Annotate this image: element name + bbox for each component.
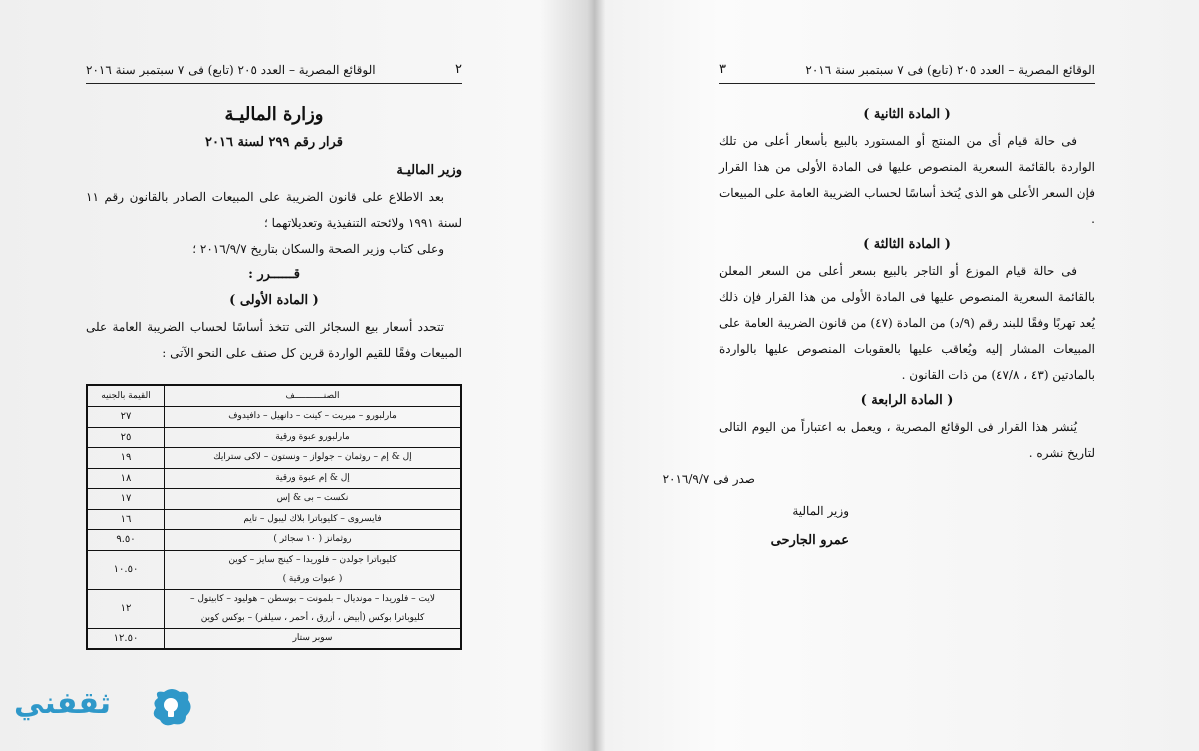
running-head <box>719 62 1095 84</box>
right-page <box>600 0 1199 751</box>
price-cell: ١٦ <box>87 509 165 530</box>
ministry-title: وزارة الماليـة <box>224 104 324 125</box>
article-1-title: ( المادة الأولى ) <box>229 293 319 308</box>
item-cell: فايسروى – كليوباترا بلاك ليبول – تايم <box>165 509 462 530</box>
table-row <box>87 550 461 589</box>
item-line: ( عبوات ورقية ) <box>282 573 343 584</box>
signature-inner <box>739 498 849 554</box>
table-header-row <box>87 385 461 407</box>
table-row <box>87 589 461 628</box>
signature-block <box>719 498 1095 554</box>
price-cell: ٩.٥٠ <box>87 530 165 551</box>
decree-body <box>86 100 462 366</box>
decree-number: قرار رقم ٢٩٩ لسنة ٢٠١٦ <box>205 135 343 150</box>
issued-date <box>662 466 1095 492</box>
running-head-title: الوقائع المصرية – العدد ٢٠٥ (تابع) فى ٧ سبتمبر سنة ٢٠١٦ <box>805 62 1095 77</box>
preamble-1: بعد الاطلاع على قانون الضريبة على المبيعات الصادر بالقانون رقم ١١ لسنة ١٩٩١ ولائحته التنفيذية وتعديلاتهما ؛ <box>86 190 462 230</box>
table-row <box>87 489 461 510</box>
article-1-text: تتحدد أسعار بيع السجائر التى تتخذ أساسًا لحساب الضريبة العامة على المبيعات وفقًا للقيم الواردة قرين كل صنف على النحو الآتى : <box>86 320 462 360</box>
item-cell <box>165 550 462 589</box>
article-3-text: فى حالة قيام الموزع أو التاجر بالبيع بسعر أعلى من السعر المعلن بالقائمة السعرية المنصوص عليها فى المادة الأولى من هذا القرار فإن ذلك يُعد تهربًا وفقًا للبند رقم (٩/د) من المادة (٤٧) من قانون الضريبة العامة على المبيعات المشار إليه ويُعاقب عليها بالعقوبات المنصوص عليها بالواردة بالمادتين (٤٣ ، ٤٧/٨) من ذات القانون . <box>719 264 1095 382</box>
site-logo <box>14 686 190 740</box>
page-number: ٣ <box>719 62 726 77</box>
item-cell: إل & إم عبوة ورقية <box>165 468 462 489</box>
logo-text: ثقفني <box>14 686 112 721</box>
minister-heading: وزير الماليـة <box>396 163 462 178</box>
price-cell: ١٢.٥٠ <box>87 628 165 649</box>
running-head-title: الوقائع المصرية – العدد ٢٠٥ (تابع) فى ٧ سبتمبر سنة ٢٠١٦ <box>86 62 376 77</box>
price-cell: ٢٧ <box>87 407 165 428</box>
article-4-text: يُنشر هذا القرار فى الوقائع المصرية ، ويعمل به اعتباراً من اليوم التالى لتاريخ نشره . <box>719 420 1095 460</box>
item-cell: سوبر ستار <box>165 628 462 649</box>
price-cell: ١٧ <box>87 489 165 510</box>
item-line: كليوباترا جولدن – فلوريدا – كينج سايز – كوين <box>228 554 397 565</box>
item-cell: روثمانز ( ١٠ سجائر ) <box>165 530 462 551</box>
header-price: القيمة بالجنيه <box>87 385 165 407</box>
lightbulb-icon <box>150 688 192 730</box>
running-head <box>86 62 462 84</box>
decree-body-continued <box>662 102 1095 554</box>
table-row <box>87 427 461 448</box>
price-cell: ١٩ <box>87 448 165 469</box>
article-3-title: ( المادة الثالثة ) <box>863 237 951 252</box>
minister-title: وزير المالية <box>792 504 849 518</box>
table-row <box>87 530 461 551</box>
page-number: ٢ <box>455 62 462 77</box>
item-cell: مارلبورو عبوة ورقية <box>165 427 462 448</box>
price-cell: ١٠.٥٠ <box>87 550 165 589</box>
minister-name: عمرو الجارحى <box>770 533 849 548</box>
table-row <box>87 628 461 649</box>
item-cell: مارلبورو – ميريت – كينت – دانهيل – دافيدوف <box>165 407 462 428</box>
article-4-title: ( المادة الرابعة ) <box>860 393 954 408</box>
item-cell: إل & إم – روثمان – جولواز – ونستون – لاكى سترايك <box>165 448 462 469</box>
table-row <box>87 407 461 428</box>
preamble-2: وعلى كتاب وزير الصحة والسكان بتاريخ ٢٠١٦/٩/٧ ؛ <box>192 242 444 256</box>
table-row <box>87 448 461 469</box>
item-line: كليوباترا بوكس (أبيض ، أزرق ، أحمر ، سيلفر) – بوكس كوين <box>200 612 425 623</box>
price-cell: ١٢ <box>87 589 165 628</box>
issued-date-text: صدر فى ٢٠١٦/٩/٧ <box>662 472 755 486</box>
price-table <box>86 384 462 650</box>
article-2-title: ( المادة الثانية ) <box>863 107 951 122</box>
left-page <box>0 0 580 751</box>
table-row <box>87 509 461 530</box>
price-cell: ٢٥ <box>87 427 165 448</box>
item-cell <box>165 589 462 628</box>
item-cell: نكست – بى & إس <box>165 489 462 510</box>
decided-heading: قــــــرر : <box>248 267 300 282</box>
item-line: لايت – فلوريدا – مونديال – بلمونت – بوسطن – هوليود – كابيتول – <box>190 593 435 604</box>
table-row <box>87 468 461 489</box>
article-2-text: فى حالة قيام أى من المنتج أو المستورد بالبيع بأسعار أعلى من تلك الواردة بالقائمة السعرية المنصوص عليها فى المادة الأولى من هذا القرار فإن السعر الأعلى هو الذى يُتخذ أساسًا لحساب الضريبة العامة على المبيعات . <box>719 134 1095 226</box>
price-cell: ١٨ <box>87 468 165 489</box>
header-item: الصنـــــــــــف <box>165 385 462 407</box>
